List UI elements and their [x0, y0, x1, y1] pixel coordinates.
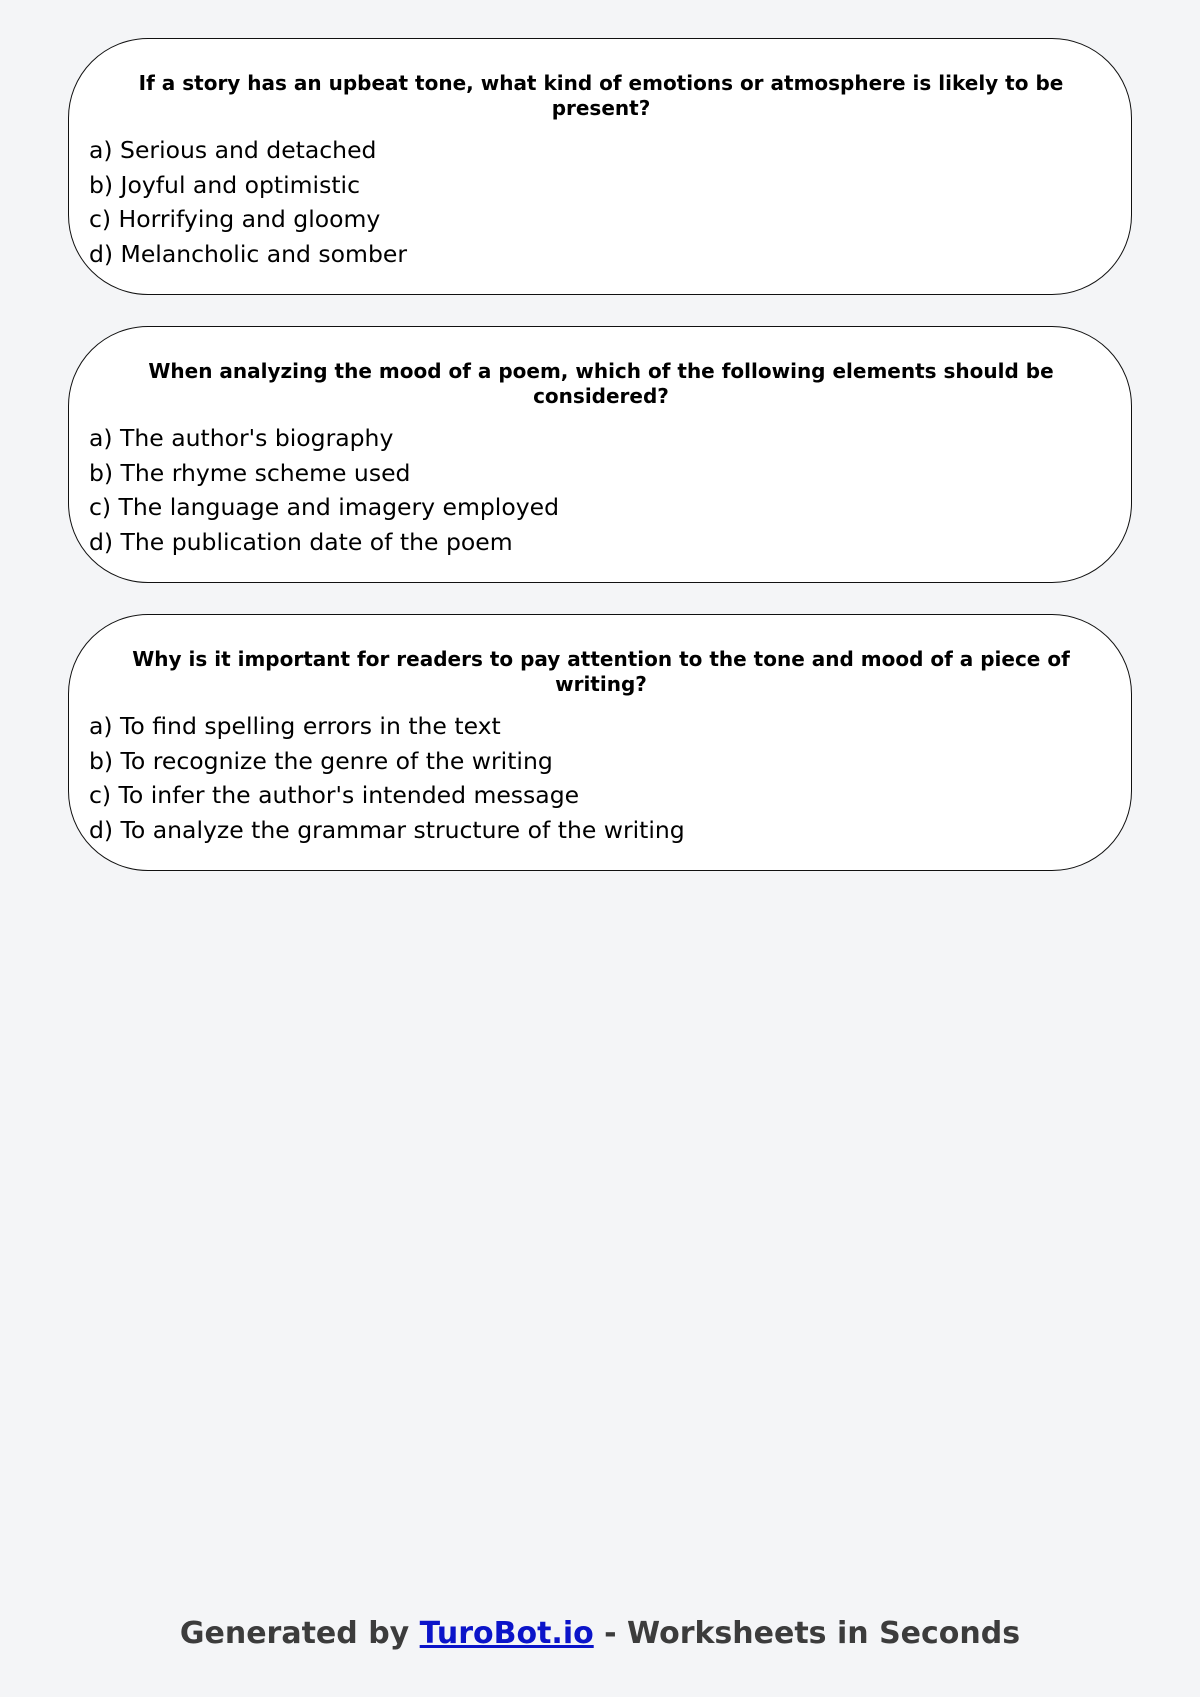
question-list	[68, 38, 1132, 902]
option-d: d) Melancholic and somber	[89, 239, 407, 268]
question-card-1	[68, 38, 1132, 295]
footer-credit	[0, 1616, 1200, 1651]
option-c: c) Horrifying and gloomy	[89, 205, 381, 233]
option-d: d) The publication date of the poem	[89, 527, 513, 556]
option-c: c) To infer the author's intended message	[89, 781, 580, 809]
option-list	[89, 421, 1113, 559]
option-b: b) The rhyme scheme used	[89, 458, 411, 487]
option-a: a) To find spelling errors in the text	[89, 712, 501, 740]
turobot-link[interactable]: TuroBot.io	[419, 1616, 594, 1651]
option-d: d) To analyze the grammar structure of the writing	[89, 815, 685, 844]
question-text: When analyzing the mood of a poem, which of the following elements should be considered?	[148, 359, 1054, 408]
option-c: c) The language and imagery employed	[89, 493, 559, 521]
question-card-3	[68, 614, 1132, 871]
question-text: If a story has an upbeat tone, what kind of emotions or atmosphere is likely to be present?	[138, 71, 1064, 120]
question-card-2	[68, 326, 1132, 583]
option-a: a) Serious and detached	[89, 136, 377, 164]
footer-prefix: Generated by	[179, 1616, 420, 1651]
option-b: b) To recognize the genre of the writing	[89, 746, 553, 775]
option-b: b) Joyful and optimistic	[89, 170, 360, 199]
footer-suffix: - Worksheets in Seconds	[593, 1616, 1021, 1651]
question-text: Why is it important for readers to pay attention to the tone and mood of a piece of writing?	[132, 647, 1070, 696]
option-list	[89, 709, 1113, 847]
option-a: a) The author's biography	[89, 424, 394, 452]
option-list	[89, 133, 1113, 271]
